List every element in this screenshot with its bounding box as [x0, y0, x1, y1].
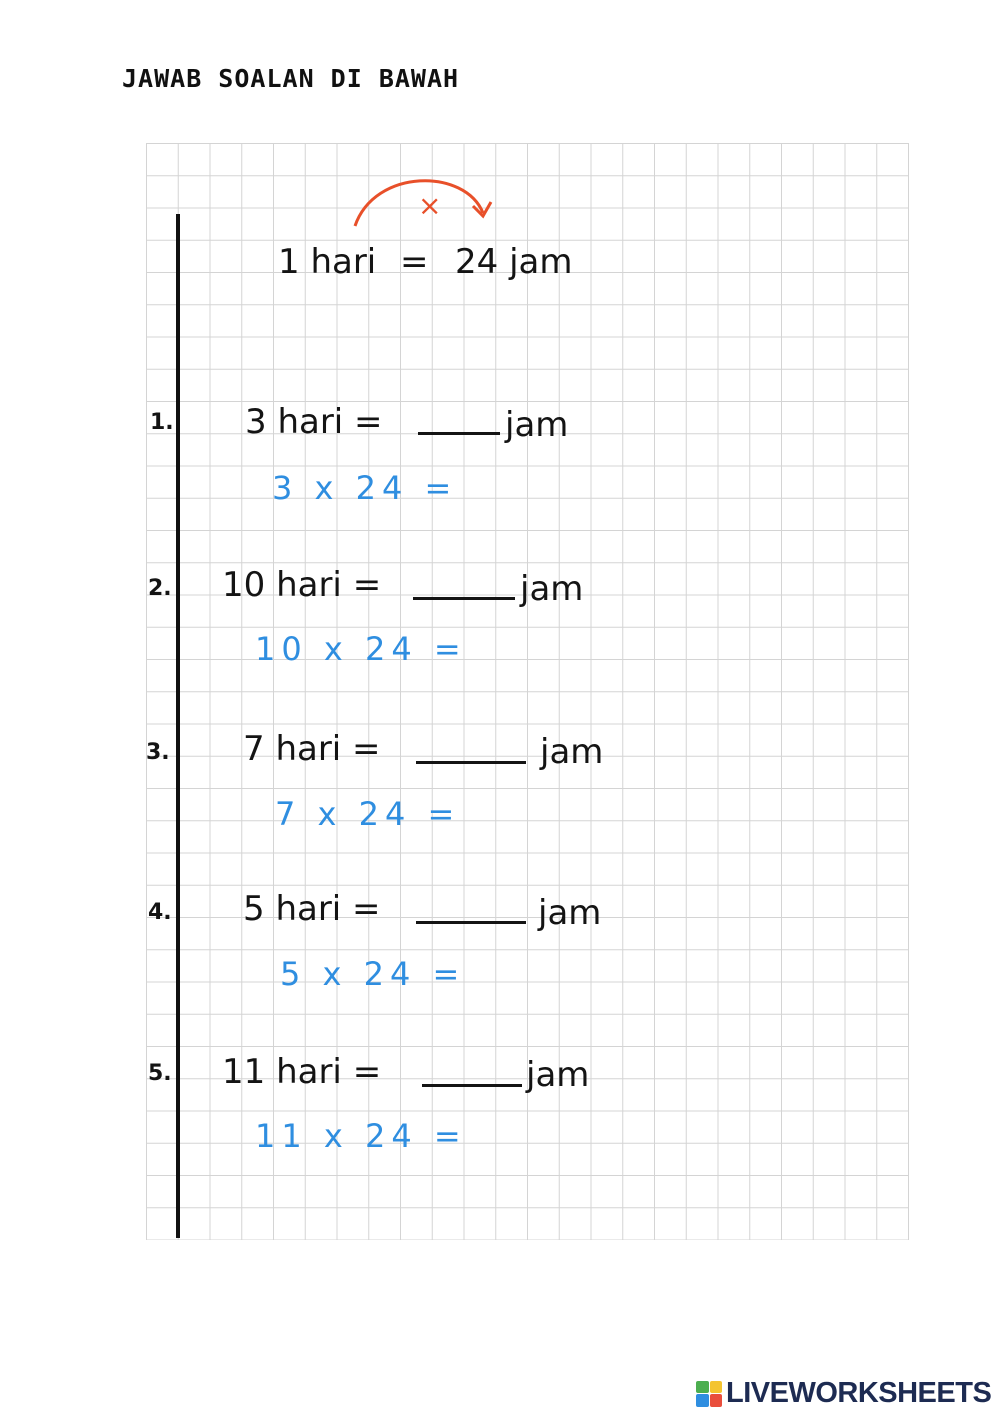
question-prompt: 5 hari =: [243, 889, 381, 929]
unit-label: jam: [538, 893, 602, 933]
question-prompt: 3 hari =: [245, 402, 383, 442]
answer-blank[interactable]: [416, 761, 526, 764]
answer-blank[interactable]: [416, 921, 526, 924]
working-text: 11 x 24 =: [255, 1117, 467, 1155]
question-number: 1.: [150, 410, 174, 435]
unit-label: jam: [540, 732, 604, 772]
liveworksheets-logo: [696, 1377, 991, 1410]
liveworksheets-logo-icon: [696, 1381, 722, 1407]
working-text: 3 x 24 =: [272, 469, 458, 507]
answer-blank[interactable]: [422, 1084, 522, 1087]
question-number: 2.: [148, 576, 172, 601]
question-prompt: 11 hari =: [222, 1052, 382, 1092]
margin-line: [176, 214, 180, 1238]
working-text: 7 x 24 =: [275, 795, 461, 833]
question-number: 5.: [148, 1061, 172, 1086]
example-equals: =: [400, 242, 429, 282]
answer-blank[interactable]: [413, 597, 515, 600]
unit-label: jam: [505, 405, 569, 445]
example-left: 1 hari: [278, 242, 377, 282]
answer-blank[interactable]: [418, 432, 500, 435]
example-right: 24 jam: [455, 242, 573, 282]
question-prompt: 10 hari =: [222, 565, 382, 605]
question-prompt: 7 hari =: [243, 729, 381, 769]
unit-label: jam: [526, 1055, 590, 1095]
unit-label: jam: [520, 569, 584, 609]
brand-name: LIVEWORKSHEETS: [726, 1377, 992, 1409]
multiply-sign: ×: [418, 189, 442, 222]
page-title: JAWAB SOALAN DI BAWAH: [122, 64, 460, 93]
question-number: 4.: [148, 900, 172, 925]
question-number: 3.: [146, 740, 170, 765]
working-text: 10 x 24 =: [255, 630, 467, 668]
working-text: 5 x 24 =: [280, 955, 466, 993]
